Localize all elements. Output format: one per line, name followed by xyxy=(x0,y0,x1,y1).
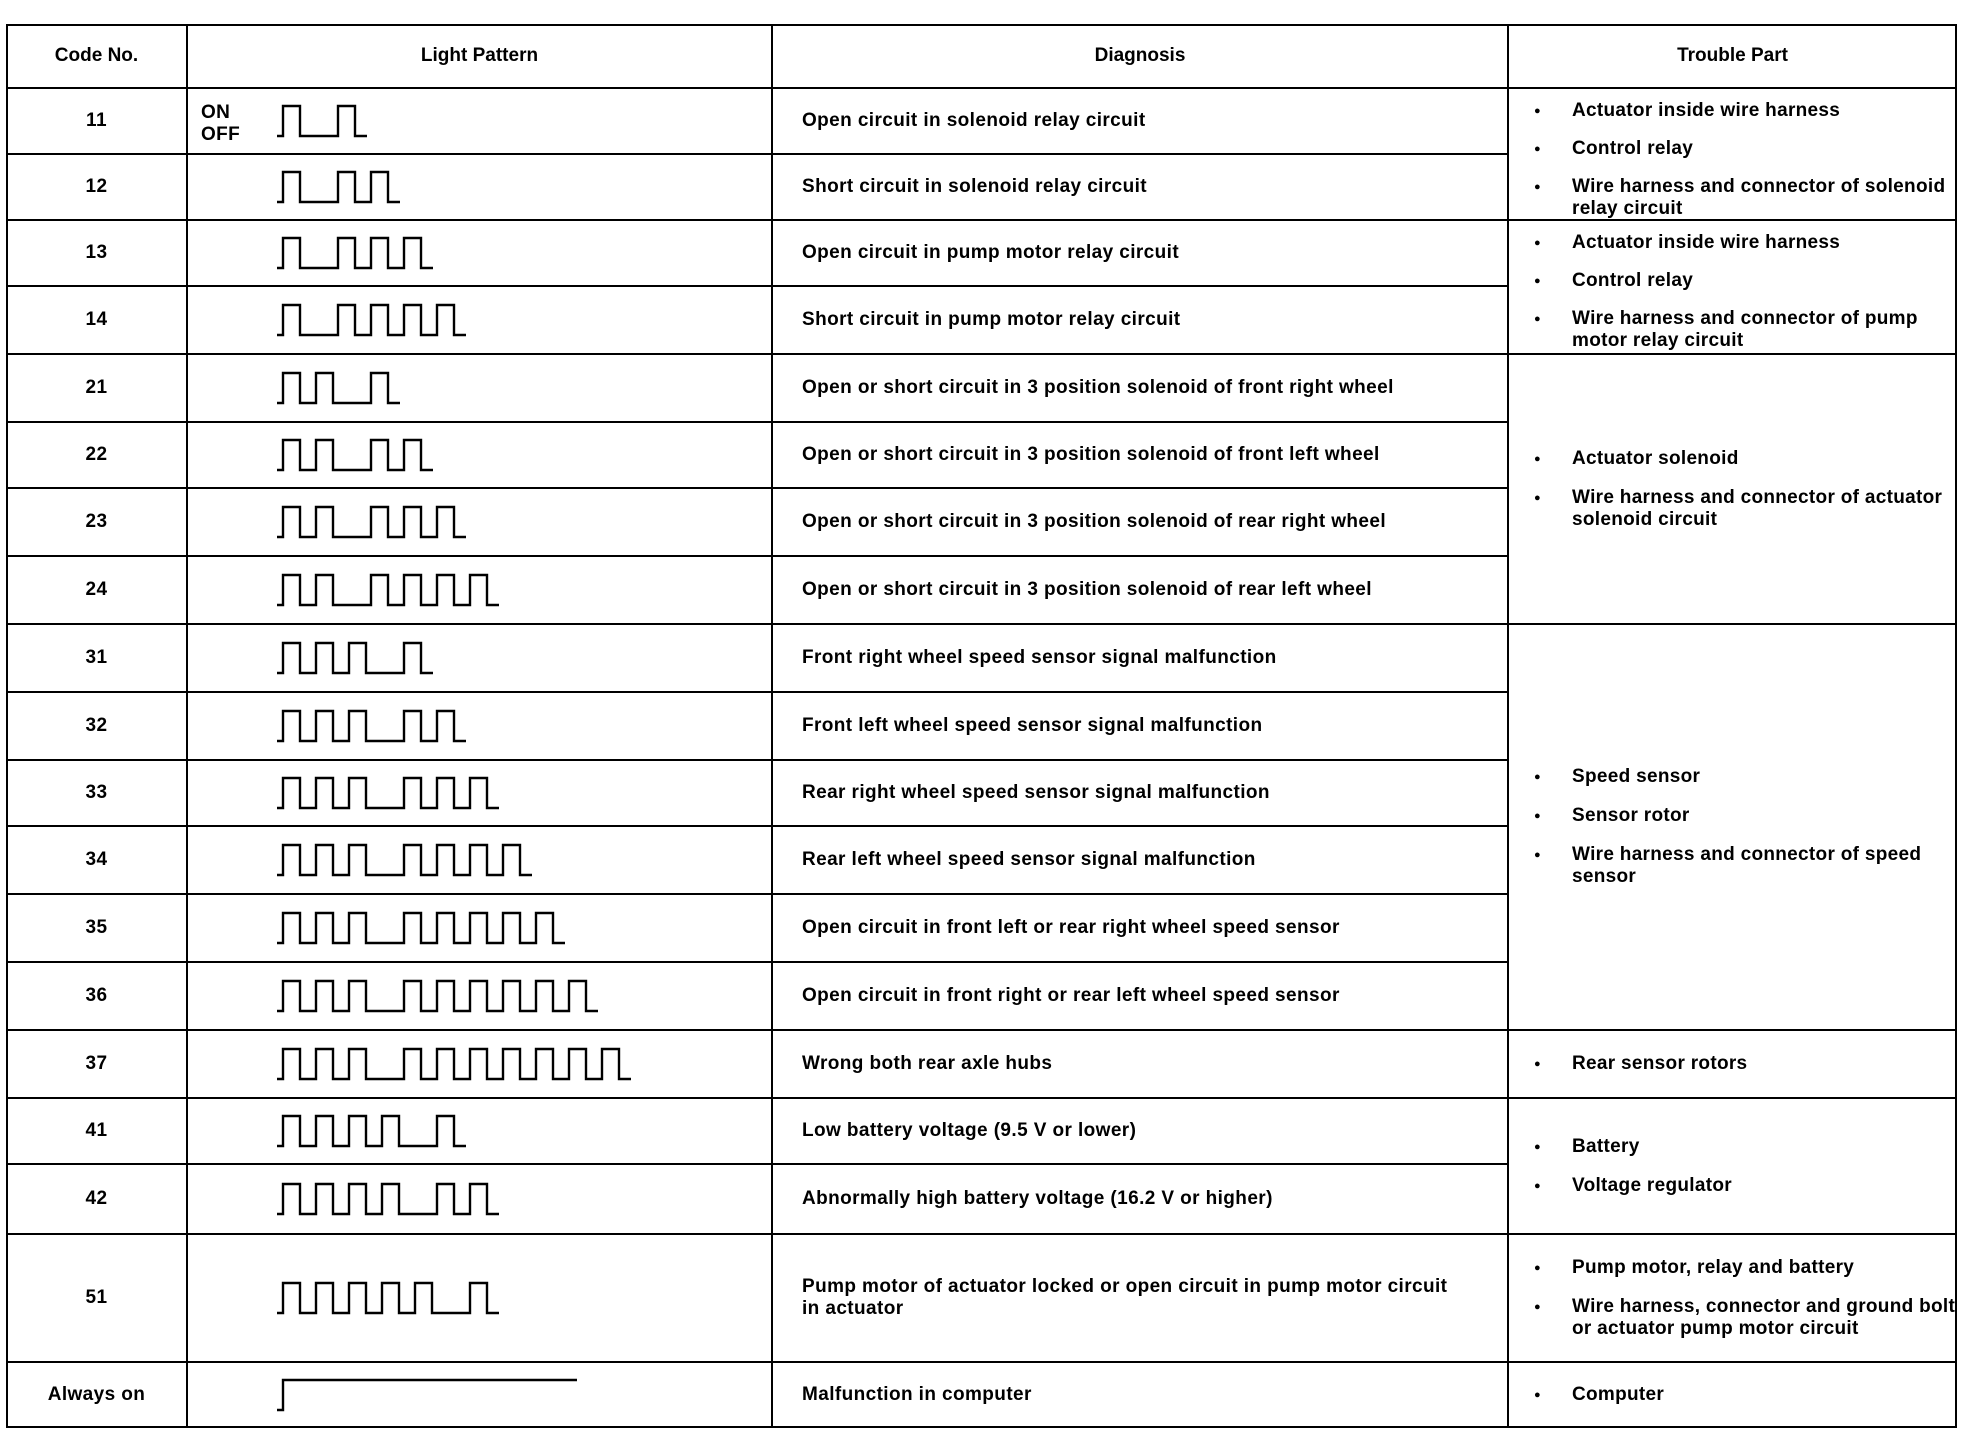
trouble-part-item: ● Actuator inside wire harness xyxy=(1508,232,1957,254)
light-pattern-cell xyxy=(187,760,772,826)
trouble-part-item: ● Actuator solenoid xyxy=(1508,448,1957,470)
trouble-part-item: ● Control relay xyxy=(1508,138,1957,160)
header-diagnosis: Diagnosis xyxy=(1094,45,1186,66)
trouble-part-list xyxy=(1508,100,1957,236)
light-pattern-cell xyxy=(187,354,772,422)
diagnosis-cell: Wrong both rear axle hubs xyxy=(802,1053,1053,1074)
diagnosis-cell: Malfunction in computer xyxy=(802,1383,1032,1405)
diagnosis-cell: Open or short circuit in 3 position solenoid of rear right wheel xyxy=(802,511,1387,532)
code-cell: 36 xyxy=(85,985,108,1006)
waveform-line xyxy=(277,845,532,875)
waveform-line xyxy=(277,507,466,537)
trouble-part-item: ● Pump motor, relay and battery xyxy=(1508,1257,1957,1279)
code-cell: 21 xyxy=(85,377,108,398)
waveform-line xyxy=(277,172,400,202)
light-pattern-cell xyxy=(187,422,772,488)
code-cell: 51 xyxy=(85,1287,108,1308)
light-pattern-cell xyxy=(187,692,772,760)
light-pattern-cell xyxy=(187,1234,772,1362)
light-pattern-waveform xyxy=(277,637,439,679)
light-pattern-cell xyxy=(187,220,772,286)
trouble-part-list xyxy=(1508,1384,1664,1406)
trouble-part-item: ● Wire harness and connector of speed sensor xyxy=(1508,844,1957,888)
trouble-part-item: ● Control relay xyxy=(1508,270,1957,292)
trouble-part-list xyxy=(1508,232,1957,368)
code-cell: 37 xyxy=(85,1053,108,1074)
trouble-part-list xyxy=(1508,1257,1957,1340)
waveform-line xyxy=(277,106,367,136)
waveform-line xyxy=(277,238,433,268)
code-cell: 14 xyxy=(85,309,108,330)
trouble-part-cell xyxy=(1508,1098,1957,1234)
diagnosis-cell: Open or short circuit in 3 position solenoid of front right wheel xyxy=(802,377,1394,398)
off-label: OFF xyxy=(201,124,241,145)
diagnosis-cell: Short circuit in solenoid relay circuit xyxy=(802,176,1148,197)
light-pattern-cell xyxy=(187,624,772,692)
code-cell: 23 xyxy=(85,511,108,532)
waveform-line xyxy=(277,575,499,605)
light-pattern-waveform xyxy=(277,434,439,476)
trouble-part-item: ● Battery xyxy=(1508,1136,1732,1158)
code-cell: 34 xyxy=(85,849,108,870)
light-pattern-cell xyxy=(187,488,772,556)
code-cell: 42 xyxy=(85,1188,108,1209)
diagnosis-cell: Front right wheel speed sensor signal malfunction xyxy=(802,647,1277,668)
trouble-part-item: ● Wire harness and connector of actuator solenoid circuit xyxy=(1508,487,1957,531)
light-pattern-waveform xyxy=(277,1110,472,1152)
on-off-legend xyxy=(201,102,240,146)
code-cell: 12 xyxy=(85,176,108,197)
waveform-line xyxy=(277,981,598,1011)
trouble-part-cell xyxy=(1508,354,1957,624)
diagnosis-cell: Short circuit in pump motor relay circuit xyxy=(802,309,1181,330)
waveform-line xyxy=(277,711,466,741)
trouble-part-item: ● Speed sensor xyxy=(1508,766,1957,788)
code-cell: 11 xyxy=(86,110,107,131)
waveform-line xyxy=(277,373,400,403)
light-pattern-cell xyxy=(187,1030,772,1098)
trouble-part-list xyxy=(1508,448,1957,531)
code-cell: 35 xyxy=(85,917,108,938)
waveform-line xyxy=(277,913,565,943)
light-pattern-cell xyxy=(187,88,772,154)
light-pattern-waveform xyxy=(277,907,571,949)
trouble-code-table xyxy=(6,24,1957,1437)
diagnosis-cell: Open circuit in solenoid relay circuit xyxy=(802,110,1146,131)
trouble-part-cell xyxy=(1508,220,1957,354)
code-cell: 22 xyxy=(85,444,108,465)
code-cell: 31 xyxy=(85,647,108,668)
light-pattern-waveform xyxy=(277,705,472,747)
waveform-line xyxy=(277,778,499,808)
diagnosis-cell: Open or short circuit in 3 position solenoid of front left wheel xyxy=(802,444,1380,465)
light-pattern-cell xyxy=(187,286,772,354)
code-cell: Always on xyxy=(47,1383,146,1405)
light-pattern-waveform xyxy=(277,1043,637,1085)
light-pattern-cell xyxy=(187,894,772,962)
waveform-line xyxy=(277,1184,499,1214)
trouble-part-list xyxy=(1508,1053,1747,1075)
trouble-part-cell xyxy=(1508,1362,1957,1427)
diagnosis-cell: Open or short circuit in 3 position solenoid of rear left wheel xyxy=(802,579,1372,600)
light-pattern-waveform xyxy=(277,1178,505,1220)
light-pattern-waveform xyxy=(277,839,538,881)
light-pattern-waveform xyxy=(277,232,439,274)
light-pattern-waveform xyxy=(277,166,406,208)
diagnosis-cell: Open circuit in front right or rear left wheel speed sensor xyxy=(802,985,1340,1006)
waveform-line xyxy=(277,643,433,673)
diagnosis-cell: Open circuit in front left or rear right wheel speed sensor xyxy=(802,917,1340,938)
diagnosis-cell: Abnormally high battery voltage (16.2 V or higher) xyxy=(802,1188,1273,1209)
trouble-part-item: ● Sensor rotor xyxy=(1508,805,1957,827)
light-pattern-cell xyxy=(187,154,772,220)
code-cell: 41 xyxy=(85,1120,108,1141)
light-pattern-waveform xyxy=(277,569,505,611)
trouble-part-list xyxy=(1508,1136,1732,1197)
code-cell: 32 xyxy=(85,715,108,736)
light-pattern-cell xyxy=(187,1362,772,1427)
waveform-line xyxy=(277,305,466,335)
trouble-part-cell xyxy=(1508,1030,1957,1098)
light-pattern-cell xyxy=(187,1098,772,1164)
diagnosis-cell: Open circuit in pump motor relay circuit xyxy=(802,242,1180,263)
light-pattern-waveform xyxy=(277,299,472,341)
light-pattern-waveform xyxy=(277,501,472,543)
waveform-line xyxy=(277,1283,499,1313)
trouble-part-item: ● Wire harness and connector of solenoid relay circuit xyxy=(1508,176,1957,220)
diagnosis-cell: Low battery voltage (9.5 V or lower) xyxy=(802,1120,1137,1141)
trouble-part-item: ● Wire harness, connector and ground bolt or actuator pump motor circuit xyxy=(1508,1296,1957,1340)
waveform-line xyxy=(277,1116,466,1146)
light-pattern-cell xyxy=(187,826,772,894)
trouble-part-item: ● Actuator inside wire harness xyxy=(1508,100,1957,122)
trouble-part-cell xyxy=(1508,88,1957,220)
trouble-part-cell xyxy=(1508,1234,1957,1362)
header-trouble-part: Trouble Part xyxy=(1677,45,1788,66)
waveform-line xyxy=(277,1049,631,1079)
diagnosis-cell: Rear left wheel speed sensor signal malfunction xyxy=(802,849,1256,870)
header-code: Code No. xyxy=(54,45,139,66)
diagnosis-cell: Rear right wheel speed sensor signal malfunction xyxy=(802,782,1270,803)
trouble-part-cell xyxy=(1508,624,1957,1030)
light-pattern-cell xyxy=(187,556,772,624)
light-pattern-waveform xyxy=(277,1277,505,1319)
diagnosis-cell: Pump motor of actuator locked or open circuit in pump motor circuit in actuator xyxy=(802,1276,1448,1319)
trouble-part-item: ● Computer xyxy=(1508,1384,1664,1406)
waveform-line xyxy=(277,1380,577,1410)
light-pattern-waveform xyxy=(277,100,373,142)
code-cell: 24 xyxy=(85,579,108,600)
light-pattern-waveform xyxy=(277,772,505,814)
diagnosis-cell: Front left wheel speed sensor signal malfunction xyxy=(802,715,1263,736)
trouble-part-item: ● Rear sensor rotors xyxy=(1508,1053,1747,1075)
code-cell: 13 xyxy=(85,242,108,263)
on-label: ON xyxy=(201,102,231,123)
light-pattern-cell xyxy=(187,962,772,1030)
trouble-part-list xyxy=(1508,766,1957,888)
light-pattern-waveform xyxy=(277,1374,581,1416)
trouble-part-item: ● Voltage regulator xyxy=(1508,1175,1732,1197)
header-light-pattern: Light Pattern xyxy=(420,45,539,66)
light-pattern-waveform xyxy=(277,975,604,1017)
code-cell: 33 xyxy=(85,782,108,803)
light-pattern-waveform xyxy=(277,367,406,409)
trouble-part-item: ● Wire harness and connector of pump motor relay circuit xyxy=(1508,308,1957,352)
light-pattern-cell xyxy=(187,1164,772,1234)
waveform-line xyxy=(277,440,433,470)
